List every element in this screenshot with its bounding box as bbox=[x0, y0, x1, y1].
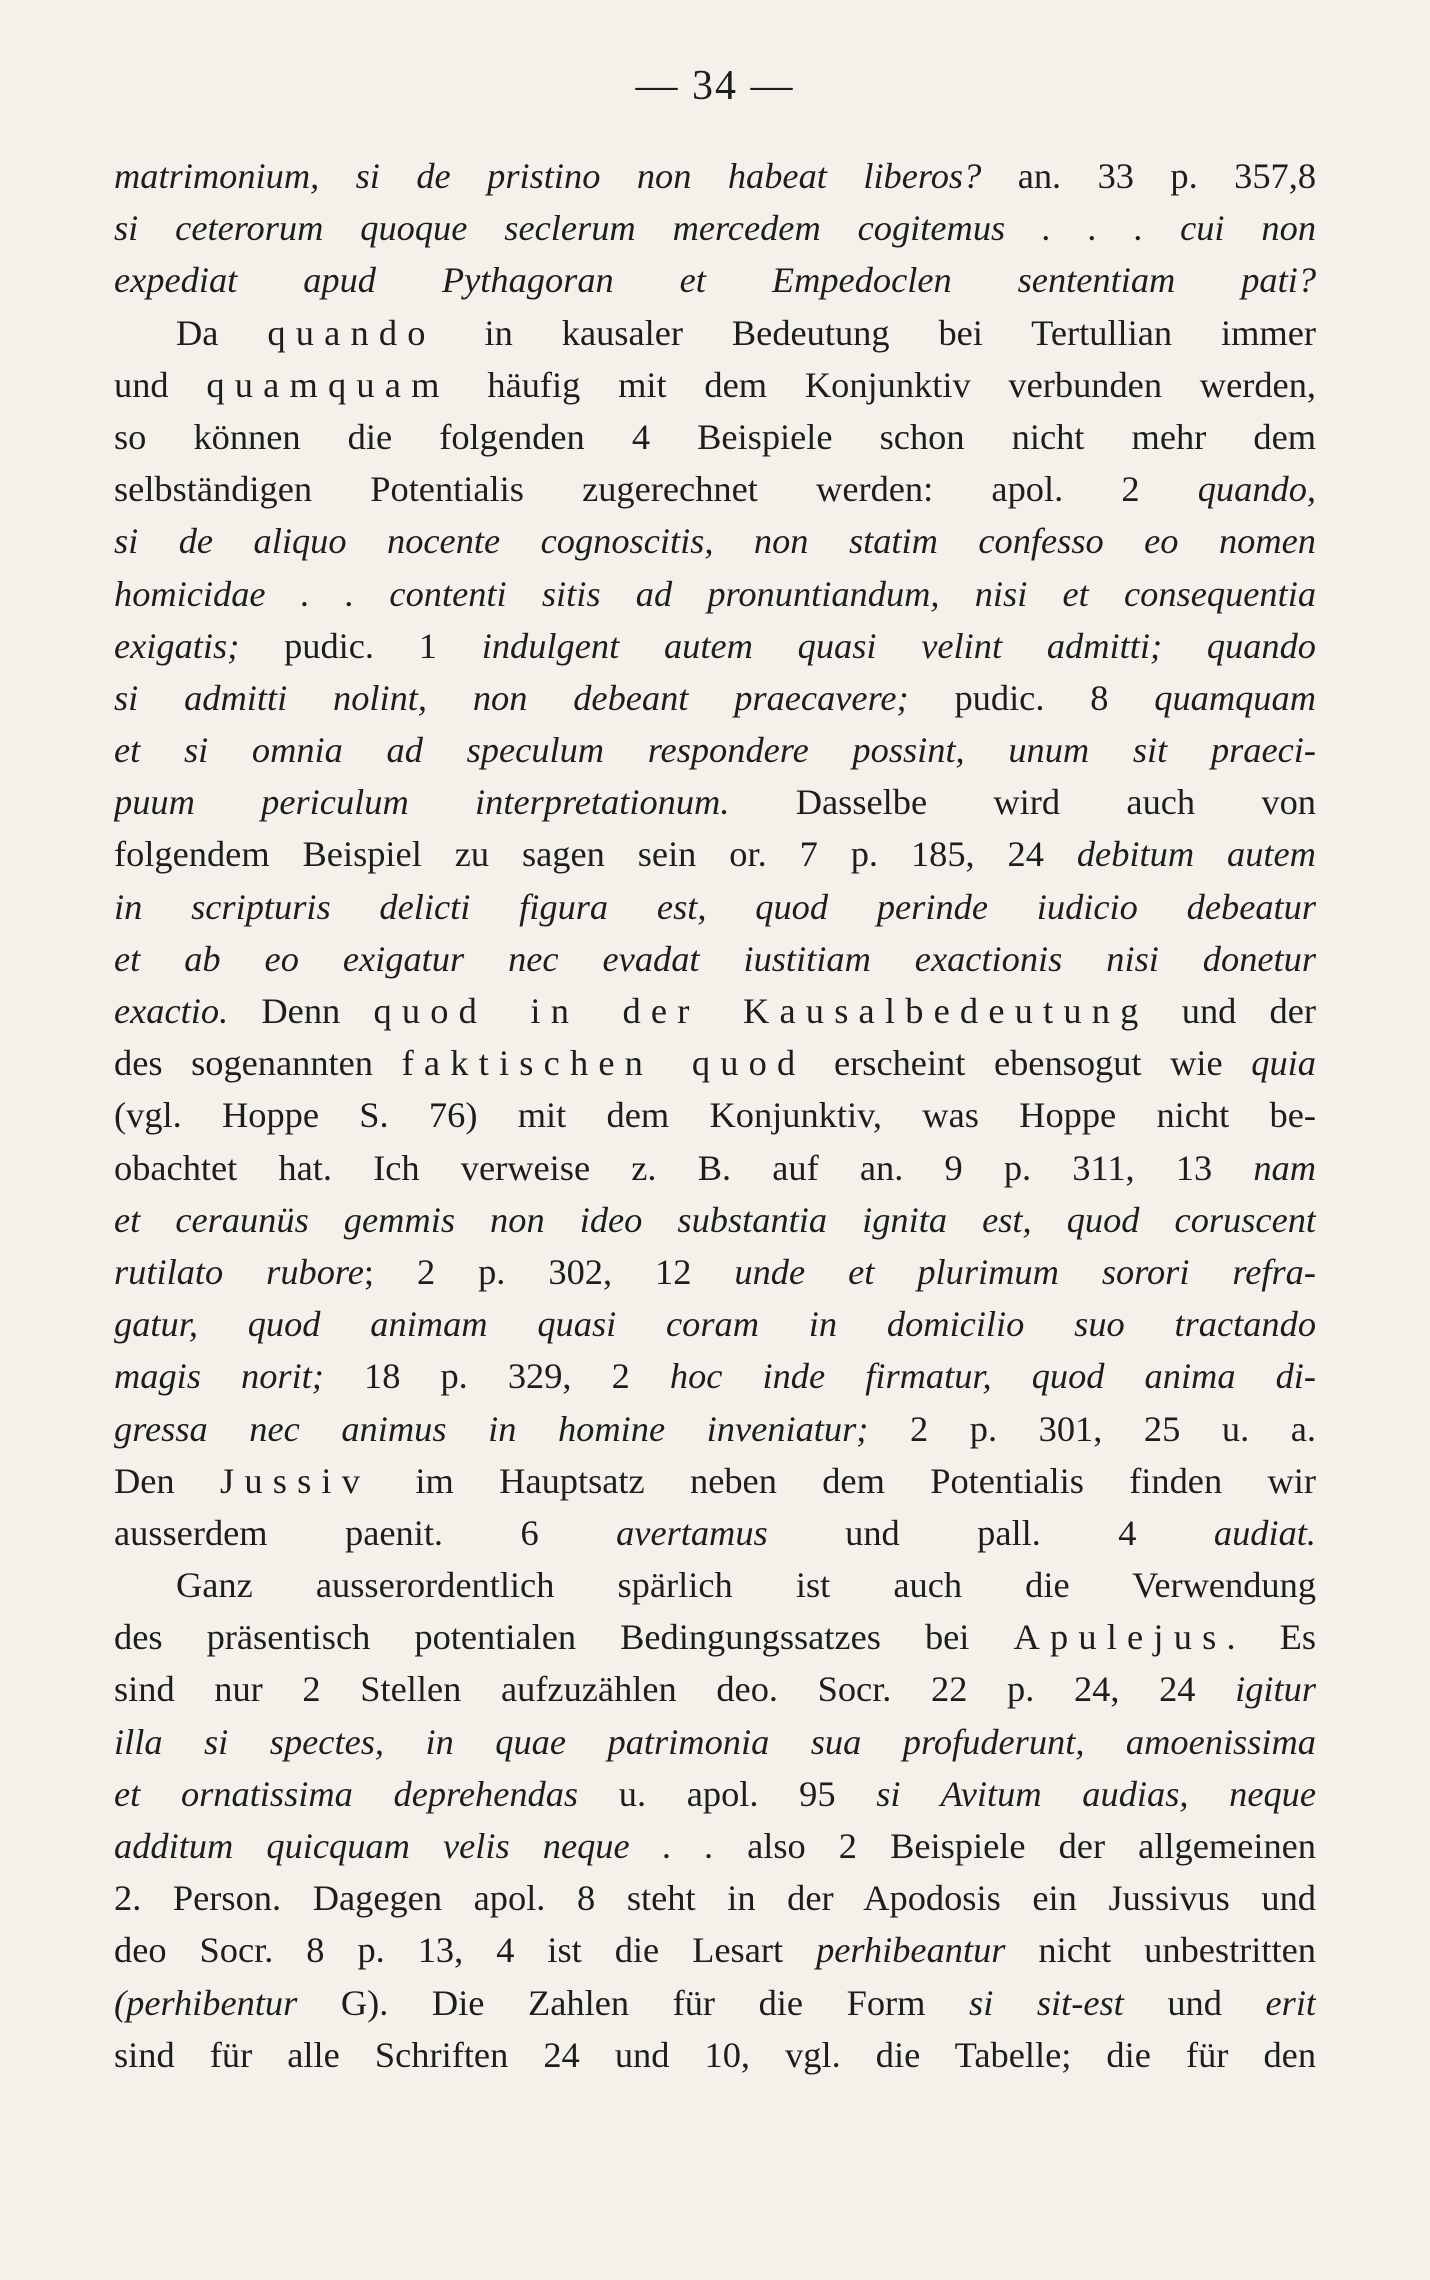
text-line bbox=[114, 411, 1316, 463]
text-line-content bbox=[114, 1820, 1316, 1872]
text-run: Den bbox=[114, 1460, 220, 1501]
italic-text: magis norit; bbox=[114, 1356, 324, 1397]
text-run: ausserdem paenit. 6 bbox=[114, 1512, 617, 1553]
text-run: sind für alle Schriften 24 und 10, vgl. die Tabelle; die für den bbox=[114, 2034, 1316, 2075]
text-run: 2. Person. Dagegen apol. 8 steht in der Apodosis ein Jussivus und bbox=[114, 1878, 1316, 1919]
text-line bbox=[114, 515, 1316, 567]
text-line-content bbox=[114, 1507, 1316, 1559]
italic-text: exactio. bbox=[114, 991, 229, 1031]
italic-text: quia bbox=[1251, 1043, 1316, 1084]
text-run: 2 p. 301, 25 u. a. bbox=[868, 1408, 1316, 1449]
text-line bbox=[114, 985, 1316, 1037]
italic-text: expediat apud Pythagoran et Empedoclen sententiam pati? bbox=[114, 260, 1316, 301]
italic-text: matrimonium, si de pristino non habeat liberos? bbox=[114, 156, 982, 196]
text-line-content bbox=[114, 463, 1316, 515]
text-run: nicht unbestritten bbox=[1005, 1930, 1316, 1971]
text-line bbox=[114, 620, 1316, 672]
text-run: und pall. 4 bbox=[767, 1512, 1214, 1553]
italic-text: debitum autem bbox=[1076, 834, 1316, 875]
text-run: und der bbox=[1148, 991, 1316, 1031]
text-line-content bbox=[114, 1924, 1316, 1976]
text-run: erscheint ebensogut wie bbox=[805, 1043, 1252, 1084]
text-run: ; 2 p. 302, 12 bbox=[363, 1251, 735, 1292]
italic-text: avertamus bbox=[616, 1512, 768, 1553]
text-line-content bbox=[114, 724, 1316, 776]
text-line bbox=[114, 2029, 1316, 2081]
italic-text: hoc inde firmatur, quod anima di- bbox=[669, 1356, 1316, 1397]
body-text bbox=[114, 150, 1316, 2081]
text-line bbox=[114, 1089, 1316, 1141]
text-line bbox=[114, 672, 1316, 724]
italic-text: additum quicquam velis neque . . bbox=[114, 1826, 715, 1866]
spaced-text: faktischen quod bbox=[401, 1043, 806, 1084]
text-line bbox=[114, 463, 1316, 515]
text-line bbox=[114, 1403, 1316, 1455]
italic-text: audiat. bbox=[1213, 1512, 1316, 1553]
text-line bbox=[114, 1507, 1316, 1559]
text-line-content bbox=[114, 881, 1316, 933]
text-run: (vgl. Hoppe S. 76) mit dem Konjunktiv, was Hoppe nicht be- bbox=[114, 1095, 1316, 1136]
text-line-content bbox=[114, 985, 1316, 1037]
text-line-content bbox=[114, 1716, 1316, 1768]
text-line-content bbox=[114, 776, 1316, 828]
italic-text: quando, bbox=[1197, 469, 1316, 510]
text-line-content bbox=[114, 2029, 1316, 2081]
text-line-content bbox=[114, 411, 1316, 463]
text-run: . Es bbox=[1226, 1617, 1316, 1658]
text-line bbox=[114, 254, 1316, 306]
italic-text: gatur, quod animam quasi coram in domicilio suo tractando bbox=[114, 1304, 1316, 1345]
text-run: in kausaler Bedeutung bei Tertullian immer bbox=[435, 312, 1316, 353]
text-line-content bbox=[114, 254, 1316, 306]
text-run: Dasselbe wird auch von bbox=[729, 782, 1316, 823]
text-line bbox=[114, 1872, 1316, 1924]
text-line-content bbox=[114, 1037, 1316, 1089]
italic-text: si sit-est bbox=[969, 1982, 1124, 2023]
italic-text: rutilato rubore bbox=[114, 1251, 364, 1292]
italic-text: erit bbox=[1265, 1982, 1316, 2023]
text-line-content bbox=[114, 1768, 1316, 1820]
text-line-content bbox=[114, 150, 1316, 202]
text-run: obachtet hat. Ich verweise z. B. auf an. 9 p. 311, 13 bbox=[114, 1147, 1254, 1188]
italic-text: si Avitum audias, neque bbox=[876, 1773, 1316, 1814]
text-line-content bbox=[176, 307, 1316, 359]
text-run: folgendem Beispiel zu sagen sein or. 7 p. 185, 24 bbox=[114, 834, 1077, 875]
text-line-content bbox=[114, 1403, 1316, 1455]
text-run: und bbox=[1123, 1982, 1266, 2023]
italic-text: puum periculum interpretationum. bbox=[114, 782, 730, 823]
text-run: pudic. 1 bbox=[239, 625, 482, 666]
text-line-content bbox=[114, 1872, 1316, 1924]
text-line-content bbox=[114, 1142, 1316, 1194]
spaced-text: Jussiv bbox=[219, 1460, 371, 1501]
text-line bbox=[114, 202, 1316, 254]
italic-text: et ab eo exigatur nec evadat iustitiam exactionis nisi donetur bbox=[114, 938, 1316, 979]
text-line-content bbox=[114, 672, 1316, 724]
text-line-content bbox=[114, 1611, 1316, 1663]
text-run: selbständigen Potentialis zugerechnet werden: apol. 2 bbox=[114, 469, 1198, 510]
text-line bbox=[114, 1716, 1316, 1768]
text-run: im Hauptsatz neben dem Potentialis finden wir bbox=[370, 1460, 1316, 1501]
text-line bbox=[114, 359, 1316, 411]
text-line bbox=[114, 1820, 1316, 1872]
text-line-content bbox=[114, 933, 1316, 985]
spaced-text: Apulejus bbox=[1013, 1617, 1227, 1658]
text-run: des präsentisch potentialen Bedingungssatzes bei bbox=[114, 1617, 1014, 1658]
text-line bbox=[114, 828, 1316, 880]
text-line bbox=[114, 1142, 1316, 1194]
text-line bbox=[114, 933, 1316, 985]
text-line bbox=[114, 1924, 1316, 1976]
italic-text: igitur bbox=[1235, 1669, 1316, 1710]
italic-text: illa si spectes, in quae patrimonia sua profuderunt, amoenissima bbox=[114, 1721, 1316, 1762]
italic-text: si de aliquo nocente cognoscitis, non statim confesso eo nomen bbox=[114, 521, 1316, 562]
text-line bbox=[114, 776, 1316, 828]
text-line-content bbox=[176, 1559, 1316, 1611]
italic-text: si admitti nolint, non debeant praecavere; bbox=[114, 677, 909, 718]
italic-text: si ceterorum quoque seclerum mercedem cogitemus . . . cui non bbox=[114, 208, 1316, 249]
text-run: des sogenannten bbox=[114, 1043, 402, 1084]
text-line bbox=[114, 1611, 1316, 1663]
spaced-text: quando bbox=[267, 312, 436, 353]
text-run: sind nur 2 Stellen aufzuzählen deo. Socr. 22 p. 24, 24 bbox=[114, 1669, 1236, 1710]
spaced-text: quamquam bbox=[206, 364, 450, 405]
text-run: an. 33 p. 357,8 bbox=[981, 156, 1316, 196]
spaced-text: quod in der Kausalbedeutung bbox=[373, 991, 1149, 1031]
italic-text: perhibeantur bbox=[816, 1930, 1006, 1971]
text-line-content bbox=[114, 1977, 1316, 2029]
text-line bbox=[114, 1246, 1316, 1298]
italic-text: (perhibentur bbox=[114, 1982, 298, 2023]
text-line-content bbox=[114, 1089, 1316, 1141]
italic-text: et ceraunüs gemmis non ideo substantia ignita est, quod coruscent bbox=[114, 1199, 1316, 1240]
text-line bbox=[114, 1298, 1316, 1350]
text-line-content bbox=[114, 1663, 1316, 1715]
text-line bbox=[114, 1977, 1316, 2029]
text-line-content bbox=[114, 620, 1316, 672]
text-run: pudic. 8 bbox=[908, 677, 1155, 718]
text-line bbox=[114, 568, 1316, 620]
text-line bbox=[114, 307, 1316, 359]
text-line-content bbox=[114, 515, 1316, 567]
text-line-content bbox=[114, 202, 1316, 254]
text-line bbox=[114, 881, 1316, 933]
text-line bbox=[114, 1455, 1316, 1507]
italic-text: homicidae . . contenti sitis ad pronuntiandum, nisi et consequentia bbox=[114, 573, 1316, 614]
text-line-content bbox=[114, 1298, 1316, 1350]
text-line bbox=[114, 1768, 1316, 1820]
text-line bbox=[114, 724, 1316, 776]
text-run: deo Socr. 8 p. 13, 4 ist die Lesart bbox=[114, 1930, 817, 1971]
text-run: Da bbox=[176, 312, 268, 353]
italic-text: gressa nec animus in homine inveniatur; bbox=[114, 1408, 869, 1449]
text-line bbox=[114, 1663, 1316, 1715]
text-run: u. apol. 95 bbox=[578, 1773, 877, 1814]
italic-text: et ornatissima deprehendas bbox=[114, 1773, 579, 1814]
italic-text: et si omnia ad speculum respondere possint, unum sit praeci- bbox=[114, 730, 1316, 771]
italic-text: nam bbox=[1253, 1147, 1316, 1188]
text-run: so können die folgenden 4 Beispiele schon nicht mehr dem bbox=[114, 416, 1316, 457]
text-run: häufig mit dem Konjunktiv verbunden werden, bbox=[449, 364, 1316, 405]
text-line-content bbox=[114, 359, 1316, 411]
text-line-content bbox=[114, 1194, 1316, 1246]
text-line bbox=[114, 1559, 1316, 1611]
italic-text: exigatis; bbox=[114, 625, 240, 666]
text-line-content bbox=[114, 1350, 1316, 1402]
text-run: G). Die Zahlen für die Form bbox=[297, 1982, 970, 2023]
text-line-content bbox=[114, 1455, 1316, 1507]
text-line bbox=[114, 1037, 1316, 1089]
text-run: 18 p. 329, 2 bbox=[323, 1356, 670, 1397]
page-number: — 34 — bbox=[635, 63, 795, 109]
text-line bbox=[114, 150, 1316, 202]
text-run: und bbox=[114, 364, 207, 405]
text-run: Denn bbox=[228, 991, 374, 1031]
text-run: Ganz ausserordentlich spärlich ist auch die Verwendung bbox=[176, 1565, 1316, 1606]
italic-text: quamquam bbox=[1154, 677, 1316, 718]
italic-text: in scripturis delicti figura est, quod perinde iudicio debeatur bbox=[114, 886, 1316, 927]
italic-text: unde et plurimum sorori refra- bbox=[734, 1251, 1316, 1292]
text-line-content bbox=[114, 828, 1316, 880]
text-line-content bbox=[114, 568, 1316, 620]
text-run: also 2 Beispiele der allgemeinen bbox=[714, 1826, 1316, 1866]
italic-text: indulgent autem quasi velint admitti; quando bbox=[481, 625, 1316, 666]
text-line bbox=[114, 1350, 1316, 1402]
text-line-content bbox=[114, 1246, 1316, 1298]
text-line bbox=[114, 1194, 1316, 1246]
